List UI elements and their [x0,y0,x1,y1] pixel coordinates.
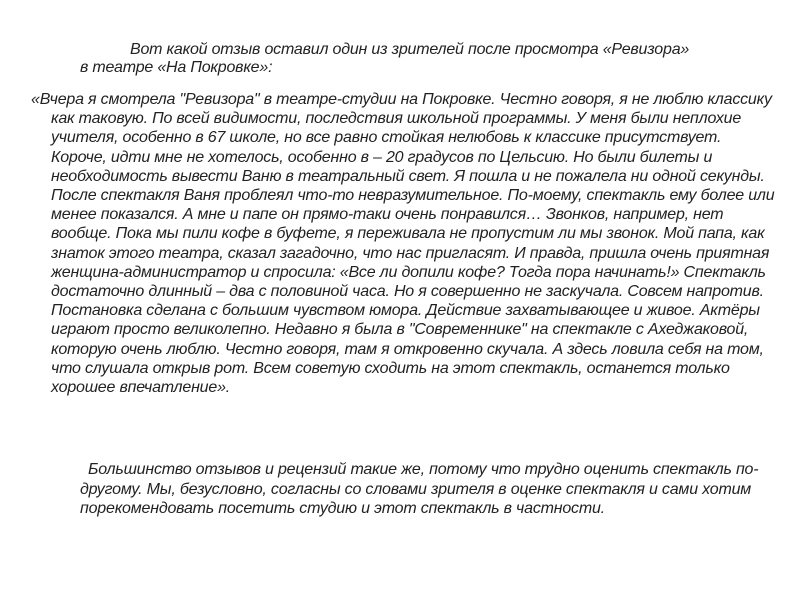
conclusion-text: Большинство отзывов и рецензий такие же, потому что трудно оценить спектакль по-другому. Мы, безусловно, согласны со словами зрителя в оценке спектакля и сами хотим порекомендовать посетить студию и этот спектакль в частности. [80,461,759,518]
intro-line-2: в театре «На Покровке»: [80,59,273,76]
review-quote [31,90,781,397]
review-text: «Вчера я смотрела "Ревизора" в театре-студии на Покровке. Честно говоря, я не люблю классику как таковую. По всей видимости, последствия школьной программы. У меня были неплохие учителя, особенно в 67 школе, но все равно стойкая нелюбовь к классике присутствует. Короче, идти мне не хотелось, особенно в – 20 градусов по Цельсию. Но были билеты и необходимость вывести Ваню в театральный свет. Я пошла и не пожалела ни одной секунды. После спектакля Ваня проблеял что-то невразумительное. По-моему, спектакль ему более или менее показался. А мне и папе он прямо-таки очень понравился… Звонков, например, нет вообще. Пока мы пили кофе в буфете, я переживала не пропустим ли мы звонок. Мой папа, как знаток этого театра, сказал загадочно, что нас пригласят. И правда, пришла очень приятная женщина-администратор и спросила: «Все ли допили кофе? Тогда пора начинать!» Спектакль достаточно длинный – два с половиной часа. Но я совершенно не заскучала. Совсем напротив. Постановка сделана с большим чувством юмора. Действие захватывающее и живое. Актёры играют просто великолепно. Недавно я была в "Современнике" на спектакле с Ахеджаковой, которую очень люблю. Честно говоря, там я откровенно скучала. А здесь ловила себя на том, что слушала открыв рот. Всем советую сходить на этот спектакль, останется только хорошее впечатление». [31,91,775,397]
intro-line-1: Вот какой отзыв оставил один из зрителей после просмотра «Ревизора» [130,41,690,58]
conclusion-paragraph [80,460,780,519]
intro-paragraph [80,41,780,77]
